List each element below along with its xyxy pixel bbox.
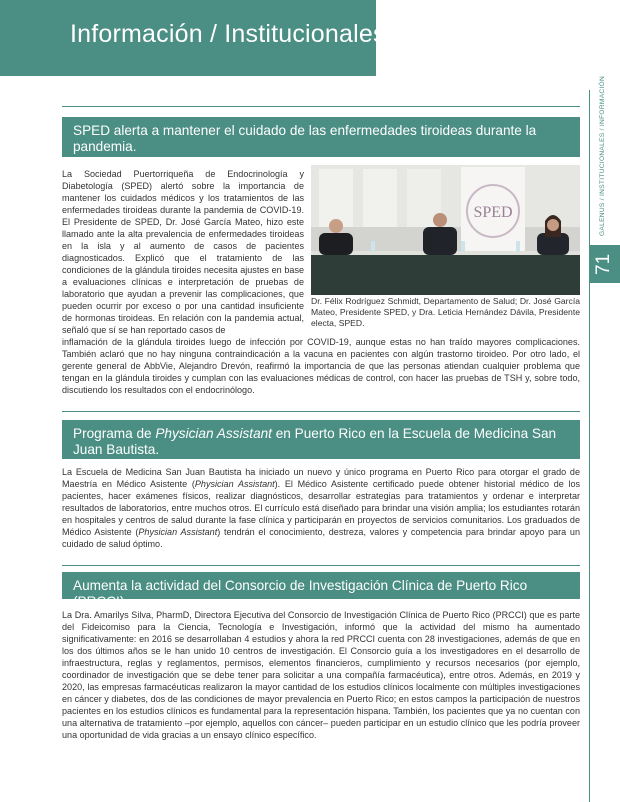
sidebar-section-label: GALENUS / INSTITUCIONALES / INFORMACIÓN: [599, 75, 606, 236]
section-rule: [62, 106, 580, 107]
article-text-prcci: La Dra. Amarilys Silva, PharmD, Directora Ejecutiva del Consorcio de Investigación Clínica de Puerto Rico (PRCCI) que es parte del Fideicomiso para la Ciencia, Tecnología e Investigación, informó que la actividad del mismo ha aumentado significativamente: en 2016 se desarrollaban 4 estudios y ahora la red PRCCI cuenta con 28 investigaciones, además de que en los dos últimos años se le han unido 10 centros de investigación. El Consorcio guía a los investigadores en el desarrollo de infraestructura, reglas y reglamentos, permisos, elementos financieros, cumplimiento y recursos necesarios (por ejemplo, coordinador de investigación que se debe tener para solicitar a una compañía farmacéutica), entre otros. Además, en 2019 y 2020, las empresas farmacéuticas realizaron la mayor cantidad de los estudios clínicos localmente con múltiples investigaciones en cáncer y diabetes, dos de las condiciones de mayor prevalencia en Puerto Rico; en estos campos la participación de nuestros pacientes en los estudios clínicos es fundamental para la representación hispana. También, los pacientes que ya no cuentan con una alternativa de tratamiento –por ejemplo, aquellos con cáncer– pueden participar en un estudio clínico que les podría proveer una oportunidad de vida gracias a un ensayo clínico específico.: [62, 610, 580, 740]
section-rule: [62, 565, 580, 566]
heading-emphasis: Physician Assistant: [155, 426, 272, 441]
section-heading-prcci: Aumenta la actividad del Consorcio de Investigación Clínica de Puerto Rico (PRCCI).: [62, 572, 580, 599]
article-text-physician-assistant: La Escuela de Medicina San Juan Bautista ha iniciado un nuevo y único programa en Puerto Rico para otorgar el grado de Maestría en Médico Asistente (Physician Assistant). El Médico Asistente certificado puede obtener historial médico de los pacientes, hacer exámenes físicos, realizar diagnósticos, desarrollar estrategias para tratamientos y ordenar e interpretar resultados de laboratorios, entre muchos otros. El currículo está diseñado para brindar una visión amplia; los estudiantes rotarán en hospitales y centros de salud durante la fase clínica y participarán en proyectos de servicios comunitarios. Los graduados de Médico Asistente (Physician Assistant) tendrán el conocimiento, destreza, valores y competencia para brindar apoyo para un cuidado de salud óptimo.: [62, 467, 581, 549]
photo-caption: Dr. Félix Rodríguez Schmidt, Departamento de Salud; Dr. José García Mateo, Presidente SPED, y Dra. Leticia Hernández Dávila, Presidente electa, SPED.: [311, 296, 580, 328]
header-band: [0, 0, 386, 76]
sidebar-divider: [589, 90, 590, 802]
page-title: Información / Institucionales: [70, 20, 386, 48]
page-number-tab: [590, 245, 620, 283]
article-text-sped-continued: inflamación de la glándula tiroides luego de infección por COVID-19, aunque estas no han traído mayores complicaciones. También aclaró que no hay ninguna contraindicación a la vacuna en pacientes con algún trastorno tiroideo. Por otro lado, el gerente general de AbbVie, Alejandro Drevón, reafirmó la importancia de que las personas atiendan cualquier problema que tengan en la glándula tiroides y cumplan con las evaluaciones médicas de control, con hacer las pruebas de TSH y, sobre todo, discutiendo los resultados con el endocrinólogo.: [62, 337, 580, 395]
section-rule: [62, 411, 580, 412]
article-text-sped-intro: La Sociedad Puertorriqueña de Endocrinología y Diabetología (SPED) alertó sobre la importancia de mantener los cuidados médicos y los tratamientos de las enfermedades tiroideas durante la pandemia de COVID-19. El Presidente de SPED, Dr. José García Mateo, hizo este llamado ante la alta prevalencia de enfermedades tiroideas en la isla y al aumento de casos de pacientes diagnosticados. Explicó que el tratamiento de las condiciones de la glándula tiroides necesita ajustes en base a evaluaciones clínicas e interpretación de pruebas de laboratorio que ayudan a prevenir las complicaciones, que pueden ocurrir por exceso o por una cantidad insuficiente de hormonas tiroideas. En relación con la pandemia actual, señaló que sí se han reportado casos de: [62, 169, 304, 335]
page-number: 71: [593, 253, 614, 275]
event-photo: [311, 165, 580, 295]
banner-logo: SPED: [473, 204, 513, 221]
section-heading-sped: SPED alerta a mantener el cuidado de las enfermedades tiroideas durante la pandemia.: [62, 117, 580, 157]
section-heading-physician-assistant: Programa de Physician Assistant en Puerto Rico en la Escuela de Medicina San Juan Bautista.: [62, 420, 580, 459]
event-photo-image: [311, 165, 580, 295]
